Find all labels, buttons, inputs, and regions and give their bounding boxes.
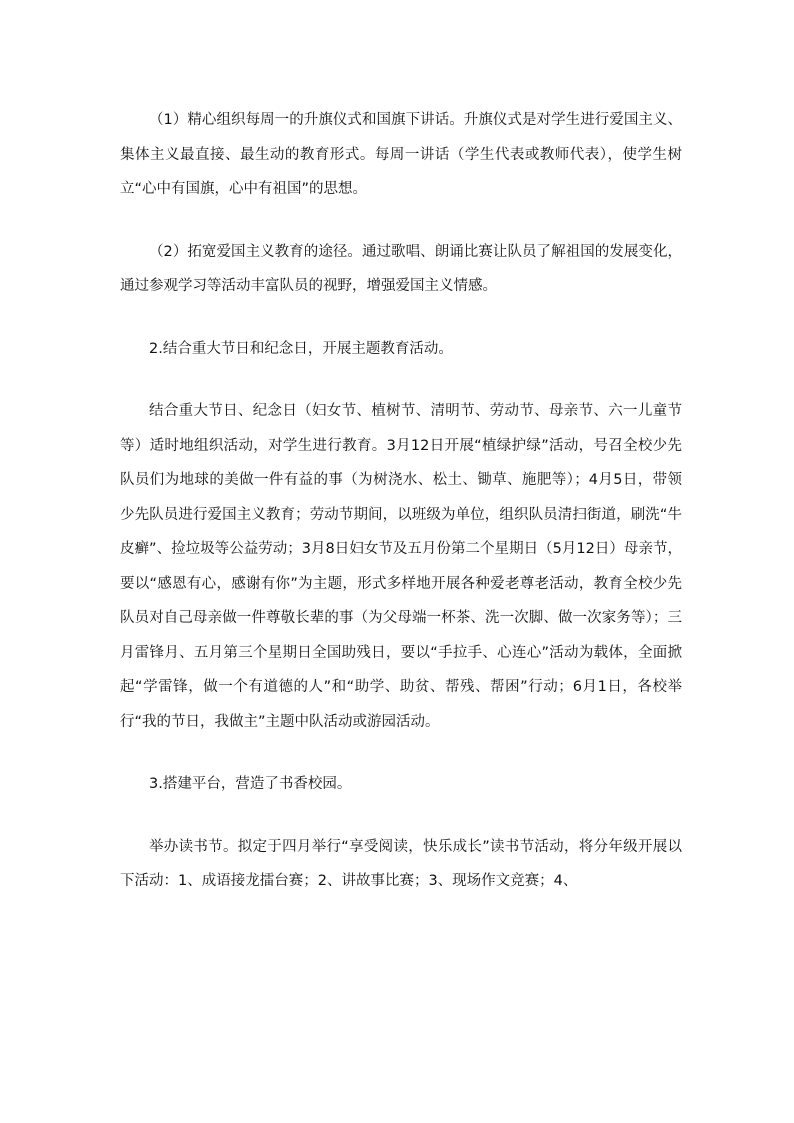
paragraph-festival-activities: 结合重大节日、纪念日（妇女节、植树节、清明节、劳动节、母亲节、六一儿童节等）适时地组织活动，对学生进行教育。3月12日开展“植绿护绿”活动，号召全校少先队员们为地球的美做一件有益的事（为树浇水、松土、锄草、施肥等）；4月5日，带领少先队员进行爱国主义教育；劳动节期间，以班级为单位，组织队员清扫街道，刷洗“牛皮癣”、捡垃圾等公益劳动；3月8日妇女节及五月份第二个星期日（5月12日）母亲节，要以“感恩有心，感谢有你”为主题，形式多样地开展各种爱老尊老活动，教育全校少先队员对自己母亲做一件尊敬长辈的事（为父母端一杯茶、洗一次脚、做一次家务等）；三月雷锋月、五月第三个星期日全国助残日，要以“手拉手、心连心”活动为载体，全面掀起“学雷锋，做一个有道德的人”和“助学、助贫、帮残、帮困”行动；6月1日，各校举行“我的节日，我做主”主题中队活动或游园活动。 bbox=[120, 403, 682, 730]
paragraph-patriotic-education: （2）拓宽爱国主义教育的途径。通过歌唱、朗诵比赛让队员了解祖国的发展变化，通过参观学习等活动丰富队员的视野，增强爱国主义情感。 bbox=[120, 243, 682, 294]
paragraph-reading-festival: 举办读书节。拟定于四月举行“享受阅读，快乐成长”读书节活动，将分年级开展以下活动：1、成语接龙擂台赛；2、讲故事比赛；3、现场作文竞赛；4、 bbox=[120, 838, 682, 889]
document-body bbox=[120, 103, 682, 927]
paragraph-flag-ceremony: （1）精心组织每周一的升旗仪式和国旗下讲话。升旗仪式是对学生进行爱国主义、集体主义最直接、最生动的教育形式。每周一讲话（学生代表或教师代表），使学生树立“心中有国旗，心中有祖国”的思想。 bbox=[120, 112, 682, 197]
section-heading-reading-campus: 3.搭建平台，营造了书香校园。 bbox=[149, 776, 352, 792]
section-heading-festivals: 2.结合重大节日和纪念日，开展主题教育活动。 bbox=[149, 340, 453, 357]
